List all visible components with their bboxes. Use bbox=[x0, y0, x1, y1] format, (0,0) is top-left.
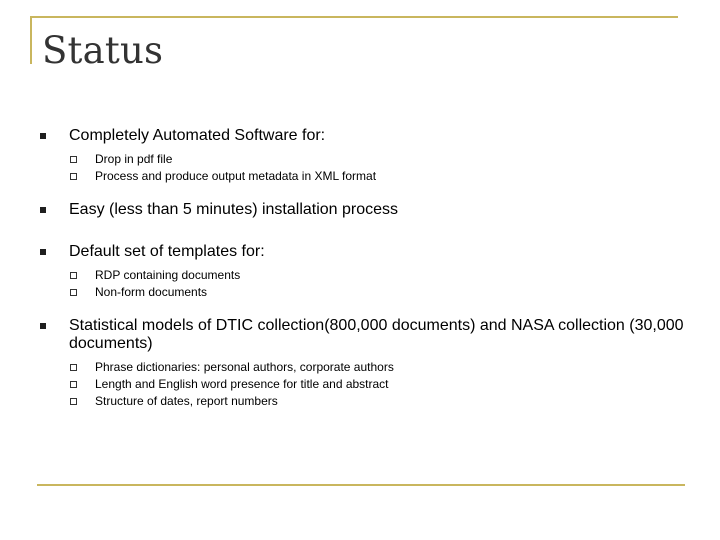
sub-bullet-text: Non-form documents bbox=[95, 285, 208, 299]
sub-bullet bbox=[40, 359, 700, 376]
sub-bullet-list bbox=[40, 359, 700, 410]
sub-bullet-text: Drop in pdf file bbox=[95, 152, 173, 166]
sub-bullet-text: Structure of dates, report numbers bbox=[95, 394, 278, 408]
bullet-text: Easy (less than 5 minutes) installation process bbox=[69, 201, 399, 218]
bullet-level1 bbox=[40, 201, 700, 219]
frame-bottom-rule bbox=[37, 484, 685, 486]
hollow-square-icon bbox=[70, 173, 77, 180]
filled-square-icon bbox=[40, 249, 46, 255]
sub-bullet-list bbox=[40, 151, 700, 185]
bullet-item bbox=[40, 243, 700, 301]
sub-bullet-text: Length and English word presence for title and abstract bbox=[95, 377, 389, 391]
bullet-level1 bbox=[40, 317, 700, 353]
sub-bullet-text: Process and produce output metadata in XML format bbox=[95, 169, 377, 183]
sub-bullet bbox=[40, 267, 700, 284]
filled-square-icon bbox=[40, 207, 46, 213]
bullet-text: Statistical models of DTIC collection(800,000 documents) and NASA collection (30,000 documents) bbox=[69, 317, 684, 352]
filled-square-icon bbox=[40, 133, 46, 139]
bullet-item bbox=[40, 317, 700, 410]
sub-bullet bbox=[40, 393, 700, 410]
hollow-square-icon bbox=[70, 398, 77, 405]
bullet-level1 bbox=[40, 127, 700, 145]
filled-square-icon bbox=[40, 323, 46, 329]
hollow-square-icon bbox=[70, 156, 77, 163]
hollow-square-icon bbox=[70, 364, 77, 371]
hollow-square-icon bbox=[70, 381, 77, 388]
sub-bullet bbox=[40, 376, 700, 393]
bullet-level1 bbox=[40, 243, 700, 261]
sub-bullet bbox=[40, 168, 700, 185]
slide-title: Status bbox=[42, 29, 164, 72]
bullet-text: Completely Automated Software for: bbox=[69, 127, 326, 144]
hollow-square-icon bbox=[70, 289, 77, 296]
sub-bullet-text: RDP containing documents bbox=[95, 268, 241, 282]
sub-bullet bbox=[40, 151, 700, 168]
bullet-item bbox=[40, 201, 700, 219]
bullet-item bbox=[40, 127, 700, 185]
sub-bullet-text: Phrase dictionaries: personal authors, corporate authors bbox=[95, 360, 394, 374]
hollow-square-icon bbox=[70, 272, 77, 279]
sub-bullet-list bbox=[40, 267, 700, 301]
sub-bullet bbox=[40, 284, 700, 301]
bullet-text: Default set of templates for: bbox=[69, 243, 265, 260]
